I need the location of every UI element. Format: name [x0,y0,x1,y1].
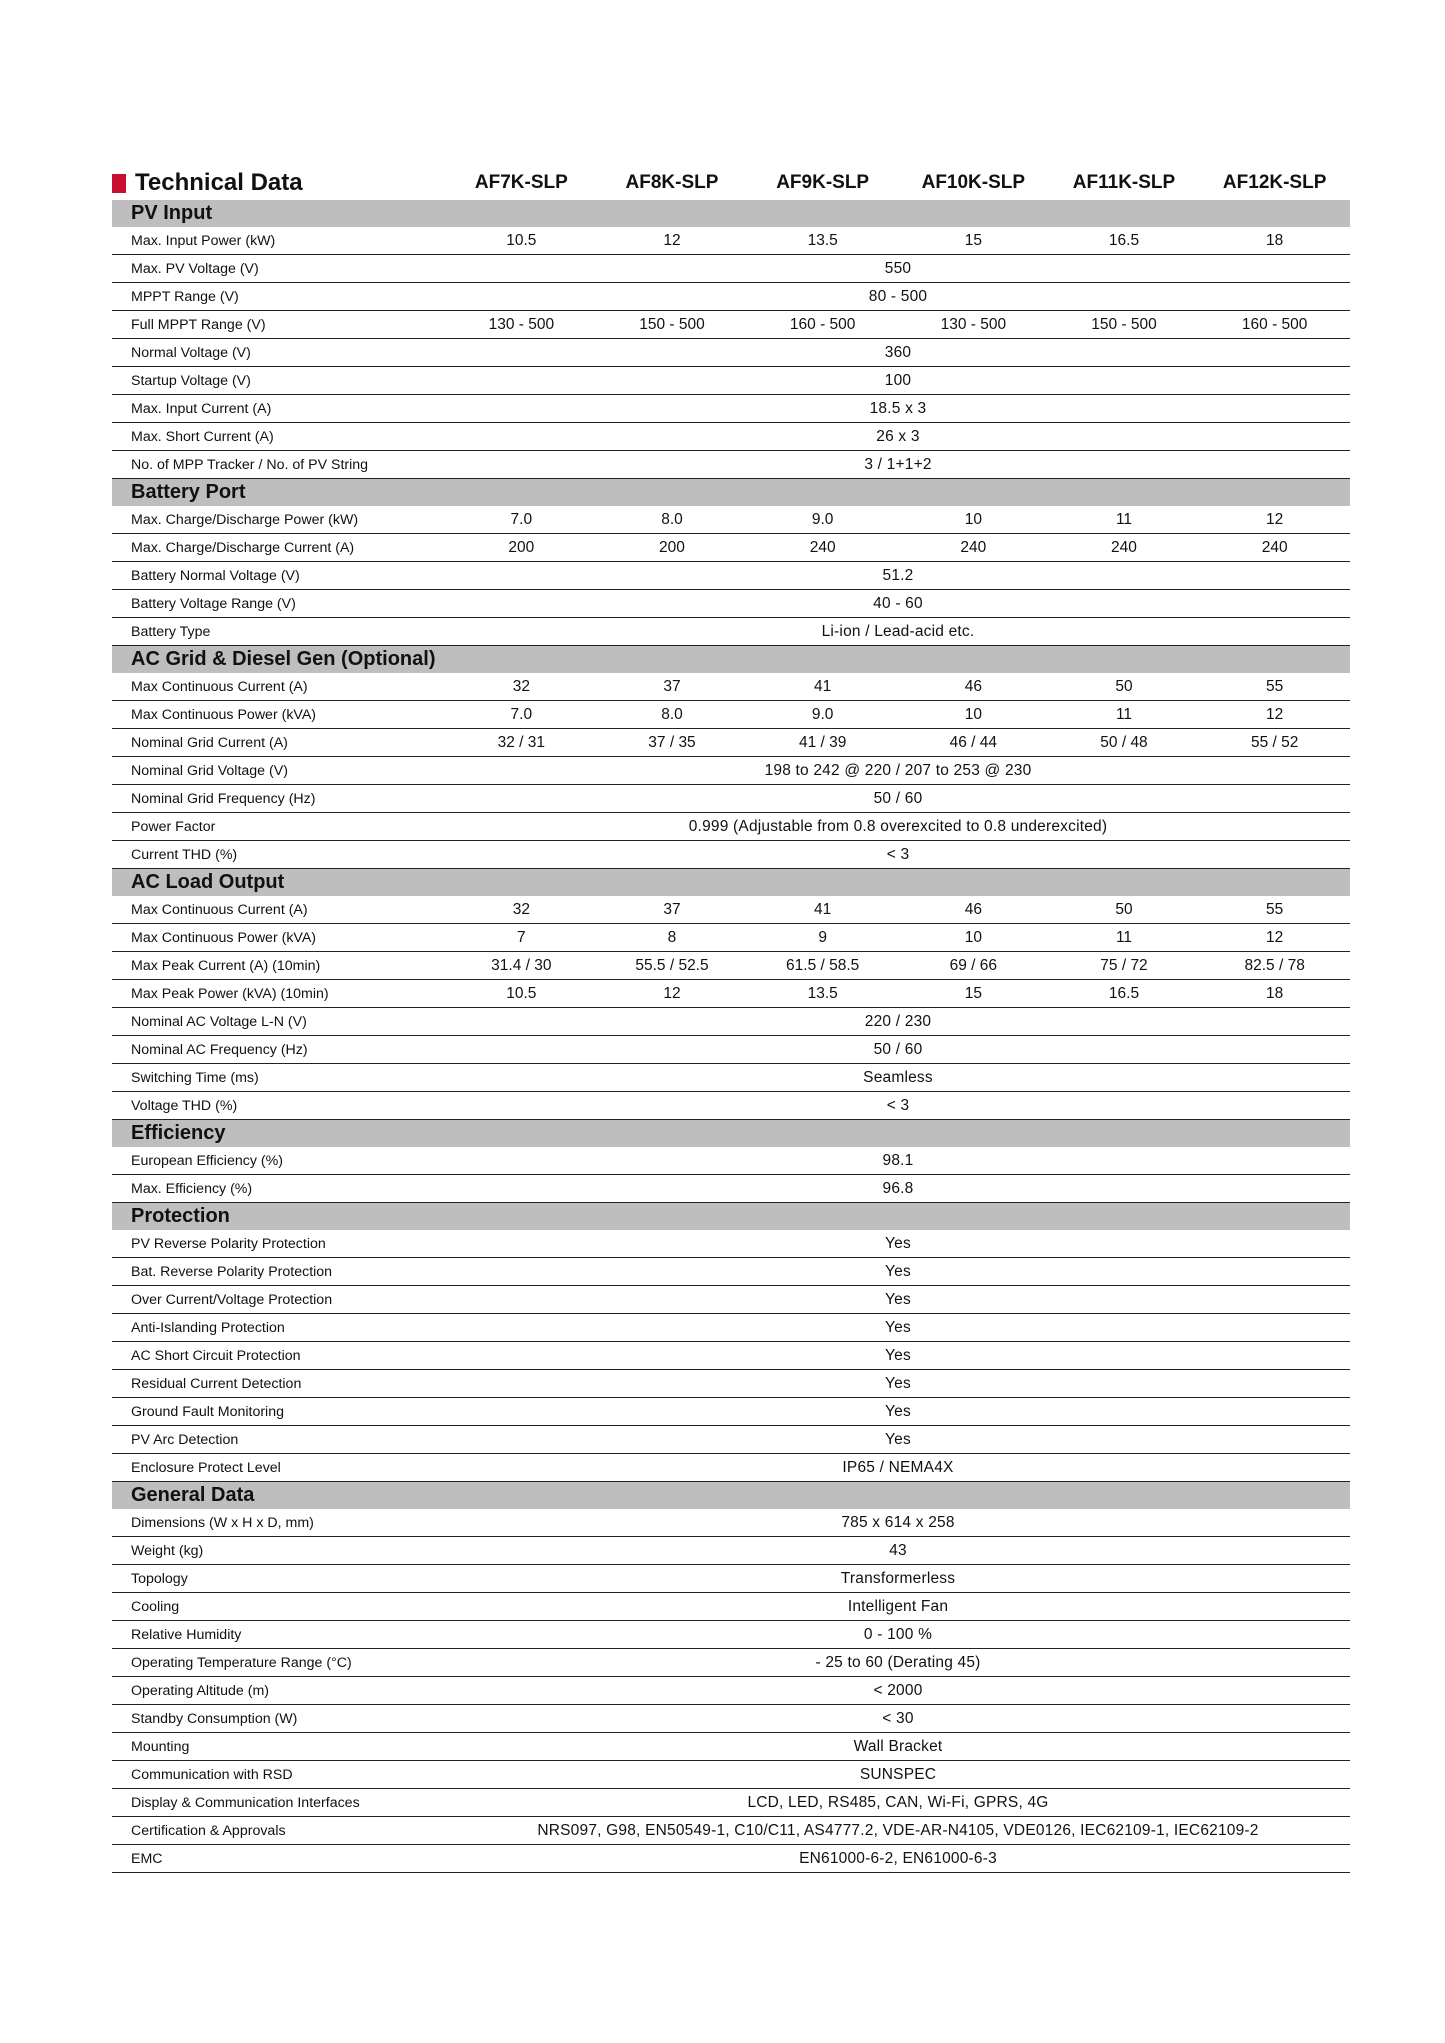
shared-value-cell: Yes [885,1430,911,1448]
shared-value-cell: Yes [885,1374,911,1392]
value-cell: 32 [512,900,530,918]
row-label: Max. Charge/Discharge Current (A) [131,539,355,556]
row-label: Nominal Grid Voltage (V) [131,762,288,779]
row-label: Ground Fault Monitoring [131,1403,284,1420]
shared-value-cell: 3 / 1+1+2 [864,455,932,473]
row-label: Residual Current Detection [131,1375,302,1392]
table-row [112,1258,1350,1286]
shared-value-cell: < 2000 [873,1681,923,1699]
table-row [112,1230,1350,1258]
shared-value-cell: IP65 / NEMA4X [842,1458,954,1476]
table-row [112,1621,1350,1649]
value-cell: 55.5 / 52.5 [635,956,709,974]
row-label: MPPT Range (V) [131,288,239,305]
table-row [112,813,1350,841]
table-row [112,1342,1350,1370]
value-cell: 50 [1115,900,1133,918]
row-label: Nominal AC Voltage L-N (V) [131,1013,307,1030]
table-row [112,1314,1350,1342]
row-label: AC Short Circuit Protection [131,1347,301,1364]
shared-value-cell: Li-ion / Lead-acid etc. [821,622,975,640]
table-row [112,1398,1350,1426]
value-cell: 10.5 [506,231,537,249]
shared-value-cell: 360 [884,343,912,361]
table-body [112,200,1350,1873]
shared-value-cell: EN61000-6-2, EN61000-6-3 [799,1849,997,1867]
model-header: AF9K-SLP [776,172,870,193]
value-cell: 15 [964,231,982,249]
row-label: Voltage THD (%) [131,1097,238,1114]
table-row [112,1036,1350,1064]
table-row [112,757,1350,785]
table-row [112,1761,1350,1789]
value-cell: 16.5 [1108,231,1140,249]
row-label: Nominal Grid Frequency (Hz) [131,790,316,807]
value-cell: 200 [659,538,685,556]
shared-value-cell: < 30 [882,1709,914,1727]
table-row [112,367,1350,395]
row-label: Max Continuous Power (kVA) [131,706,317,723]
value-cell: 10.5 [506,984,537,1002]
row-label: Enclosure Protect Level [131,1459,281,1476]
value-cell: 12 [1266,510,1284,528]
shared-value-cell: Yes [885,1318,911,1336]
value-cell: 13.5 [807,231,838,249]
value-cell: 11 [1115,510,1133,528]
value-cell: 82.5 / 78 [1244,956,1305,974]
table-row [112,1426,1350,1454]
table-row [112,841,1350,869]
table-row [112,1147,1350,1175]
value-cell: 55 [1266,677,1284,695]
value-cell: 160 - 500 [1241,315,1308,333]
value-cell: 41 [814,677,832,695]
table-row [112,980,1350,1008]
row-label: PV Arc Detection [131,1431,239,1448]
table-row [112,1454,1350,1482]
row-label: Weight (kg) [131,1542,204,1559]
table-row [112,1370,1350,1398]
row-label: Mounting [131,1738,190,1755]
shared-value-cell: 50 / 60 [873,789,923,807]
row-label: Battery Normal Voltage (V) [131,567,300,584]
value-cell: 12 [1266,705,1284,723]
row-label: Battery Voltage Range (V) [131,595,296,612]
shared-value-cell: 198 to 242 @ 220 / 207 to 253 @ 230 [764,761,1032,779]
shared-value-cell: 50 / 60 [873,1040,923,1058]
value-cell: 18 [1266,231,1284,249]
shared-value-cell: Yes [885,1346,911,1364]
table-row [112,952,1350,980]
row-label: Nominal Grid Current (A) [131,734,288,751]
shared-value-cell: < 3 [886,845,910,863]
value-cell: 130 - 500 [488,315,555,333]
table-row [112,506,1350,534]
table-row [112,311,1350,339]
value-cell: 31.4 / 30 [491,956,552,974]
table-row [112,1733,1350,1761]
table-row [112,1789,1350,1817]
shared-value-cell: Yes [885,1262,911,1280]
shared-value-cell: 0 - 100 % [863,1625,933,1643]
technical-data-table [112,166,1350,1873]
table-row [112,1509,1350,1537]
row-label: Max Peak Current (A) (10min) [131,957,321,974]
row-label: Switching Time (ms) [131,1069,259,1086]
value-cell: 8.0 [661,705,683,723]
value-cell: 46 / 44 [949,733,998,751]
value-cell: 150 - 500 [639,315,705,333]
row-label: Max Continuous Power (kVA) [131,929,317,946]
value-cell: 18 [1266,984,1284,1002]
value-cell: 12 [663,984,681,1002]
shared-value-cell: 26 x 3 [876,427,920,445]
value-cell: 10 [964,510,982,528]
shared-value-cell: 51.2 [882,566,914,584]
row-label: Operating Temperature Range (°C) [131,1654,352,1671]
section-heading-efficiency: Efficiency [112,1120,1350,1147]
shared-value-cell: NRS097, G98, EN50549-1, C10/C11, AS4777.2, VDE-AR-N4105, VDE0126, IEC62109-1, IEC62109-2 [537,1821,1259,1839]
value-cell: 11 [1115,705,1133,723]
row-label: Max Continuous Current (A) [131,901,308,918]
value-cell: 12 [663,231,681,249]
table-row [112,395,1350,423]
table-row [112,227,1350,255]
page-title: Technical Data [135,169,303,196]
shared-value-cell: 0.999 (Adjustable from 0.8 overexcited to 0.8 underexcited) [688,817,1108,835]
row-label: Nominal AC Frequency (Hz) [131,1041,308,1058]
table-row [112,618,1350,646]
row-label: Normal Voltage (V) [131,344,251,361]
value-cell: 10 [964,705,982,723]
value-cell: 41 / 39 [798,733,847,751]
value-cell: 200 [508,538,535,556]
row-label: Bat. Reverse Polarity Protection [131,1263,333,1280]
row-label: Dimensions (W x H x D, mm) [131,1514,314,1531]
row-label: Certification & Approvals [131,1822,286,1839]
table-row [112,1008,1350,1036]
value-cell: 15 [964,984,982,1002]
value-cell: 16.5 [1108,984,1140,1002]
model-header: AF7K-SLP [474,172,568,193]
value-cell: 160 - 500 [789,315,856,333]
shared-value-cell: 43 [889,1541,907,1559]
row-label: Communication with RSD [131,1766,293,1783]
table-row [112,534,1350,562]
value-cell: 7.0 [510,705,533,723]
value-cell: 32 / 31 [497,733,546,751]
row-label: Max. PV Voltage (V) [131,260,259,277]
row-label: Max. Charge/Discharge Power (kW) [131,511,359,528]
value-cell: 8.0 [661,510,683,528]
table-row [112,1537,1350,1565]
row-label: Operating Altitude (m) [131,1682,269,1699]
section-heading-battery-port: Battery Port [112,479,1350,506]
table-row [112,1175,1350,1203]
table-row [112,255,1350,283]
value-cell: 37 / 35 [648,733,696,751]
value-cell: 8 [667,928,677,946]
table-row [112,283,1350,311]
table-row [112,785,1350,813]
value-cell: 61.5 / 58.5 [786,956,860,974]
value-cell: 12 [1266,928,1284,946]
title-cell [112,169,446,197]
table-row [112,1705,1350,1733]
row-label: European Efficiency (%) [131,1152,283,1169]
section-heading-pv-input: PV Input [112,200,1350,227]
table-row [112,673,1350,701]
model-header: AF12K-SLP [1222,172,1327,193]
row-label: Current THD (%) [131,846,238,863]
shared-value-cell: SUNSPEC [859,1765,937,1783]
value-cell: 37 [663,677,681,695]
table-row [112,1593,1350,1621]
row-label: Over Current/Voltage Protection [131,1291,333,1308]
shared-value-cell: < 3 [886,1096,910,1114]
red-square-icon [112,174,126,193]
value-cell: 13.5 [807,984,838,1002]
model-header: AF11K-SLP [1072,172,1176,193]
shared-value-cell: Yes [885,1234,911,1252]
table-row [112,590,1350,618]
table-row [112,1565,1350,1593]
value-cell: 150 - 500 [1091,315,1157,333]
table-row [112,701,1350,729]
table-header [112,166,1350,200]
value-cell: 11 [1115,928,1133,946]
value-cell: 7 [517,928,526,946]
table-row [112,562,1350,590]
shared-value-cell: 785 x 614 x 258 [841,1513,955,1531]
table-row [112,423,1350,451]
row-label: Cooling [131,1598,180,1615]
section-heading-general-data: General Data [112,1482,1350,1509]
shared-value-cell: LCD, LED, RS485, CAN, Wi-Fi, GPRS, 4G [747,1793,1049,1811]
shared-value-cell: Yes [885,1402,911,1420]
value-cell: 50 / 48 [1100,733,1148,751]
row-label: EMC [131,1850,163,1867]
value-cell: 9.0 [811,705,834,723]
table-row [112,1649,1350,1677]
value-cell: 41 [814,900,832,918]
table-row [112,339,1350,367]
table-row [112,1092,1350,1120]
value-cell: 240 [960,538,987,556]
model-header: AF8K-SLP [625,172,719,193]
table-row [112,451,1350,479]
value-cell: 240 [1261,538,1288,556]
shared-value-cell: 18.5 x 3 [869,399,927,417]
value-cell: 130 - 500 [940,315,1007,333]
value-cell: 46 [964,677,982,695]
shared-value-cell: 80 - 500 [868,287,928,305]
row-label: Relative Humidity [131,1626,242,1643]
table-row [112,1064,1350,1092]
shared-value-cell: 96.8 [882,1179,914,1197]
value-cell: 50 [1115,677,1133,695]
shared-value-cell: 100 [884,371,912,389]
row-label: Max. Input Power (kW) [131,232,276,249]
table-row [112,924,1350,952]
row-label: Max. Input Current (A) [131,400,272,417]
shared-value-cell: 98.1 [882,1151,914,1169]
value-cell: 55 [1266,900,1284,918]
row-label: Anti-Islanding Protection [131,1319,285,1336]
shared-value-cell: Yes [885,1290,911,1308]
model-header: AF10K-SLP [921,172,1026,193]
shared-value-cell: Wall Bracket [853,1737,943,1755]
row-label: Startup Voltage (V) [131,372,251,389]
row-label: Standby Consumption (W) [131,1710,298,1727]
value-cell: 69 / 66 [949,956,998,974]
value-cell: 240 [1111,538,1137,556]
shared-value-cell: 220 / 230 [864,1012,932,1030]
shared-value-cell: 550 [884,259,912,277]
row-label: Max Peak Power (kVA) (10min) [131,985,329,1002]
value-cell: 7.0 [510,510,533,528]
row-label: Max. Short Current (A) [131,428,274,445]
row-label: No. of MPP Tracker / No. of PV String [131,456,369,473]
value-cell: 46 [964,900,982,918]
value-cell: 75 / 72 [1100,956,1148,974]
row-label: Full MPPT Range (V) [131,316,266,333]
table-row [112,1845,1350,1873]
section-heading-ac-grid-diesel-gen-optional: AC Grid & Diesel Gen (Optional) [112,646,1350,673]
value-cell: 32 [512,677,530,695]
shared-value-cell: Intelligent Fan [847,1597,949,1615]
row-label: Max. Efficiency (%) [131,1180,253,1197]
shared-value-cell: 40 - 60 [873,594,923,612]
row-label: Display & Communication Interfaces [131,1794,360,1811]
value-cell: 9.0 [811,510,834,528]
table-row [112,1677,1350,1705]
shared-value-cell: - 25 to 60 (Derating 45) [815,1653,981,1671]
table-row [112,729,1350,757]
table-row [112,1817,1350,1845]
table-row [112,1286,1350,1314]
row-label: Power Factor [131,818,216,835]
row-label: Max Continuous Current (A) [131,678,308,695]
value-cell: 55 / 52 [1250,733,1299,751]
row-label: Topology [131,1570,188,1587]
shared-value-cell: Seamless [863,1068,933,1086]
value-cell: 240 [809,538,836,556]
section-heading-ac-load-output: AC Load Output [112,869,1350,896]
row-label: Battery Type [131,623,211,640]
section-heading-protection: Protection [112,1203,1350,1230]
value-cell: 10 [964,928,982,946]
value-cell: 37 [663,900,681,918]
value-cell: 9 [818,928,827,946]
row-label: PV Reverse Polarity Protection [131,1235,326,1252]
table-row [112,896,1350,924]
shared-value-cell: Transformerless [840,1569,956,1587]
